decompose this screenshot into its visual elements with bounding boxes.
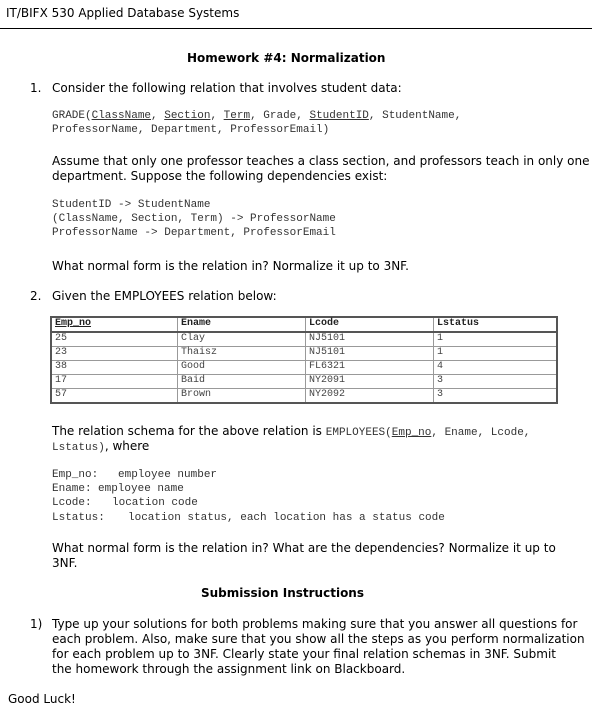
- definition-desc: location code: [112, 497, 198, 509]
- column-header: Lstatus: [434, 317, 558, 332]
- submission-line: for each problem up to 3NF. Clearly state your final relation schemas in 3NF. Submit: [52, 647, 556, 661]
- column-header: Emp_no: [51, 317, 178, 332]
- table-row: [51, 375, 557, 389]
- table-cell: 4: [434, 361, 558, 375]
- q1-number: 1.: [30, 81, 42, 95]
- table-cell: 1: [434, 347, 558, 361]
- table-cell: Clay: [178, 332, 306, 347]
- q1-relation-name: GRADE(: [52, 110, 92, 122]
- definition-row: [52, 483, 184, 496]
- definition-desc: location status, each location has a status code: [128, 512, 445, 524]
- table-cell: 57: [51, 389, 178, 404]
- column-header: Lcode: [306, 317, 434, 332]
- q2-question-line2: 3NF.: [52, 556, 78, 570]
- submission-number: 1): [30, 617, 43, 631]
- definition-row: [52, 497, 198, 510]
- submission-line: the homework through the assignment link on Blackboard.: [52, 662, 406, 676]
- q1-relation-line1: GRADE(ClassName, Section, Term, Grade, StudentID, StudentName,: [52, 110, 462, 122]
- definition-row: [52, 469, 217, 482]
- page-title: Homework #4: Normalization: [187, 51, 386, 65]
- q1-dependency: ProfessorName -> Department, ProfessorEmail: [52, 227, 336, 239]
- definition-desc: employee number: [118, 469, 218, 481]
- table-cell: 3: [434, 375, 558, 389]
- table-cell: NY2091: [306, 375, 434, 389]
- table-row: [51, 332, 557, 347]
- table-cell: 23: [51, 347, 178, 361]
- table-cell: 17: [51, 375, 178, 389]
- q1-key-classname: ClassName: [91, 110, 152, 122]
- course-header: IT/BIFX 530 Applied Database Systems: [6, 6, 240, 20]
- definition-term: Lstatus:: [52, 512, 105, 524]
- q1-key-term: Term: [223, 110, 251, 122]
- q2-question-line1: What normal form is the relation in? What are the dependencies? Normalize it up to: [52, 541, 556, 555]
- q1-dependency: (ClassName, Section, Term) -> ProfessorName: [52, 213, 336, 225]
- table-cell: 25: [51, 332, 178, 347]
- table-cell: Baid: [178, 375, 306, 389]
- column-header: Ename: [178, 317, 306, 332]
- table-cell: 3: [434, 389, 558, 404]
- q1-assumption-line1: Assume that only one professor teaches a class section, and professors teach in only one: [52, 154, 590, 168]
- definition-desc: employee name: [98, 483, 184, 495]
- table-cell: NJ5101: [306, 347, 434, 361]
- q1-key-section: Section: [164, 110, 211, 122]
- q1-relation-line2: ProfessorName, Department, ProfessorEmail): [52, 124, 330, 136]
- submission-heading: Submission Instructions: [201, 586, 364, 600]
- table-header-row: [51, 317, 557, 332]
- definition-row: [52, 512, 445, 525]
- q2-number: 2.: [30, 289, 42, 303]
- q1-assumption-line2: department. Suppose the following dependencies exist:: [52, 169, 388, 183]
- q2-schema-line2: Lstatus), where: [52, 439, 150, 454]
- q2-schema-key: Emp_no: [391, 427, 432, 439]
- closing-text: Good Luck!: [8, 692, 76, 706]
- submission-line: each problem. Also, make sure that you show all the steps as you perform normalization: [52, 632, 585, 646]
- definition-term: Emp_no:: [52, 469, 99, 481]
- table-cell: Brown: [178, 389, 306, 404]
- q1-question: What normal form is the relation in? Normalize it up to 3NF.: [52, 259, 409, 273]
- q2-intro: Given the EMPLOYEES relation below:: [52, 289, 277, 303]
- table-cell: FL6321: [306, 361, 434, 375]
- q2-schema-line1: The relation schema for the above relation is EMPLOYEES(Emp_no, Ename, Lcode,: [52, 424, 531, 439]
- table-cell: Good: [178, 361, 306, 375]
- q1-attr-grade: Grade: [263, 110, 297, 122]
- q1-dependency: StudentID -> StudentName: [52, 199, 211, 211]
- q1-key-studentid: StudentID: [309, 110, 369, 122]
- table-cell: NY2092: [306, 389, 434, 404]
- table-row: [51, 347, 557, 361]
- table-cell: Thaisz: [178, 347, 306, 361]
- q1-attr-studentname: StudentName: [382, 110, 455, 122]
- table-cell: 1: [434, 332, 558, 347]
- submission-line: Type up your solutions for both problems making sure that you answer all questions for: [52, 617, 578, 631]
- header-rule: [0, 28, 592, 29]
- table-row: [51, 361, 557, 375]
- q2-schema-relation: EMPLOYEES(: [325, 427, 392, 439]
- definition-term: Lcode:: [52, 497, 92, 509]
- table-row: [51, 389, 557, 404]
- table-cell: 38: [51, 361, 178, 375]
- table-cell: NJ5101: [306, 332, 434, 347]
- employees-table: [50, 316, 558, 404]
- definition-term: Ename:: [52, 483, 92, 495]
- q1-intro: Consider the following relation that involves student data:: [52, 81, 402, 95]
